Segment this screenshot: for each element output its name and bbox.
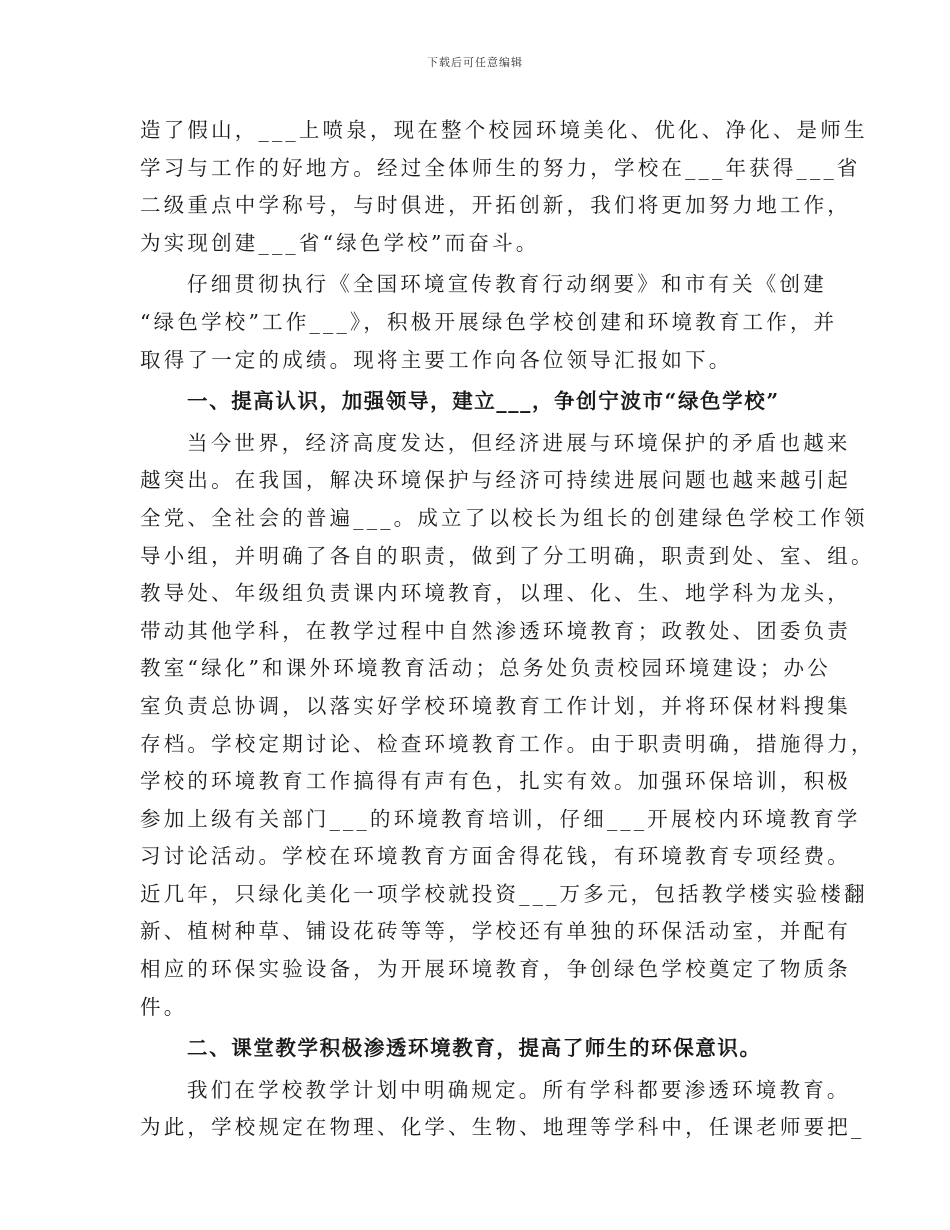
text-line: 存档。学校定期讨论、检查环境教育工作。由于职责明确，措施得力， (140, 731, 875, 756)
text-line: 新、植树种草、铺设花砖等等，学校还有单独的环保活动室，并配有 (140, 919, 851, 944)
page-header: 下载后可任意编辑 (427, 56, 523, 69)
heading-line: 一、提高认识，加强领导，建立___，争创宁波市“绿色学校” (187, 389, 780, 414)
text-line: 近几年，只绿化美化一项学校就投资___万多元，包括教学楼实验楼翻 (140, 881, 868, 906)
text-line: 仔细贯彻执行《全国环境宣传教育行动纲要》和市有关《创建 (187, 272, 827, 297)
text-line: 为实现创建___省“绿色学校”而奋斗。 (140, 230, 540, 255)
text-line: 学校的环境教育工作搞得有声有色，扎实有效。加强环保培训，积极 (140, 769, 851, 794)
text-line: 学习与工作的好地方。经过全体师生的努力，学校在___年获得___省 (140, 155, 861, 180)
paragraph-section-2 (140, 1072, 865, 1147)
text-line: 全党、全社会的普遍___。成立了以校长为组长的创建绿色学校工作领 (140, 505, 868, 530)
section-heading-1 (140, 383, 830, 421)
text-line: 件。 (140, 994, 188, 1019)
heading-line: 二、课堂教学积极渗透环境教育，提高了师生的环保意识。 (187, 1036, 762, 1061)
text-line: 教室“绿化”和课外环境教育活动；总务处负责校园环境建设；办公 (140, 656, 831, 681)
text-line: 造了假山，___上喷泉，现在整个校园环境美化、优化、净化、是师生 (140, 118, 868, 142)
text-line: 教导处、年级组负责课内环境教育，以理、化、生、地学科为龙头， (140, 581, 851, 606)
paragraph-intro-continued (140, 112, 868, 262)
text-line: 参加上级有关部门___的环境教育培训，仔细___开展校内环境教育学 (140, 806, 861, 831)
paragraph-overview (140, 266, 838, 379)
text-line: 导小组，并明确了各自的职责，做到了分工明确，职责到处、室、组。 (140, 543, 875, 568)
text-line: 二级重点中学称号，与时俱进，开拓创新，我们将更加努力地工作， (140, 193, 851, 218)
text-line: “绿色学校”工作___》，积极开展绿色学校创建和环境教育工作，并 (140, 309, 838, 334)
text-line: 习讨论活动。学校在环境教育方面舍得花钱，有环境教育专项经费。 (140, 844, 851, 869)
text-line: 相应的环保实验设备，为开展环境教育，争创绿色学校奠定了物质条 (140, 957, 851, 982)
text-line: 当今世界，经济高度发达，但经济进展与环境保护的矛盾也越来 (187, 430, 851, 455)
text-line: 带动其他学科，在教学过程中自然渗透环境教育；政教处、团委负责 (140, 618, 851, 643)
text-line: 越突出。在我国，解决环境保护与经济可持续进展问题也越来越引起 (140, 468, 851, 493)
text-line: 室负责总协调，以落实好学校环境教育工作计划，并将环保材料搜集 (140, 693, 851, 718)
section-heading-2 (140, 1030, 830, 1068)
text-line: 取得了一定的成绩。现将主要工作向各位领导汇报如下。 (140, 347, 733, 372)
paragraph-section-1 (140, 425, 875, 1027)
text-line: 我们在学校教学计划中明确规定。所有学科都要渗透环境教育。 (187, 1077, 851, 1102)
text-line: 为此，学校规定在物理、化学、生物、地理等学科中，任课老师要把_ (140, 1115, 865, 1140)
document-body (140, 112, 875, 1147)
